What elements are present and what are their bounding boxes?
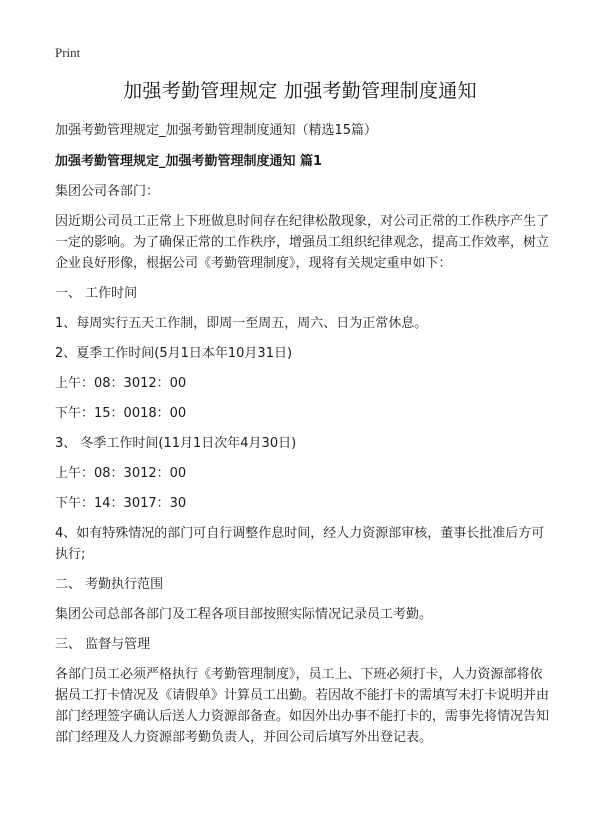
part3-paragraph: 各部门员工必须严格执行《考勤管理制度》，员工上、下班必须打卡，人力资源部将依据员工打卡情况及《请假单》计算员工出勤。若因故不能打卡的需填写未打卡说明并由部门经理签字确认后送人力资源部备查。如因外出办事不能打卡的，需事先将情况告知部门经理及人力资源部考勤负责人，并回公司后填写外出登记表。 xyxy=(55,667,550,745)
rule-item-4: 4、如有特殊情况的部门可自行调整作息时间，经人力资源部审核，董事长批准后方可执行; xyxy=(55,526,545,562)
summer-afternoon-hours: 下午：15：0018：00 xyxy=(55,406,187,421)
page-title: 加强考勤管理规定 加强考勤管理制度通知 xyxy=(123,80,477,102)
rule-item-2: 2、夏季工作时间(5月1日本年10月31日) xyxy=(55,346,293,361)
greeting: 集团公司各部门： xyxy=(55,184,160,199)
rule-item-3: 3、 冬季工作时间(11月1日次年4月30日) xyxy=(55,436,297,451)
part2-paragraph: 集团公司总部各部门及工程各项目部按照实际情况记录员工考勤。 xyxy=(55,607,433,622)
document-body xyxy=(55,120,555,748)
part2-heading: 二、 考勤执行范围 xyxy=(55,577,164,592)
winter-afternoon-hours: 下午：14：3017：30 xyxy=(55,496,187,511)
summer-morning-hours: 上午：08：3012：00 xyxy=(55,376,187,391)
print-link[interactable]: Print xyxy=(55,45,81,60)
part1-heading: 一、 工作时间 xyxy=(55,286,138,301)
part3-heading: 三、 监督与管理 xyxy=(55,637,151,652)
intro-paragraph: 因近期公司员工正常上下班做息时间存在纪律松散现象，对公司正常的工作秩序产生了一定的影响。为了确保正常的工作秩序，增强员工组织纪律观念，提高工作效率，树立企业良好形像，根据公司《考勤管理制度》，现将有关规定重申如下： xyxy=(55,214,550,271)
rule-item-1: 1、每周实行五天工作制，即周一至周五，周六、日为正常休息。 xyxy=(55,316,428,331)
section-heading: 加强考勤管理规定_加强考勤管理制度通知 篇1 xyxy=(55,154,323,169)
winter-morning-hours: 上午：08：3012：00 xyxy=(55,466,187,481)
document-subtitle: 加强考勤管理规定_加强考勤管理制度通知（精选15篇） xyxy=(55,123,378,138)
